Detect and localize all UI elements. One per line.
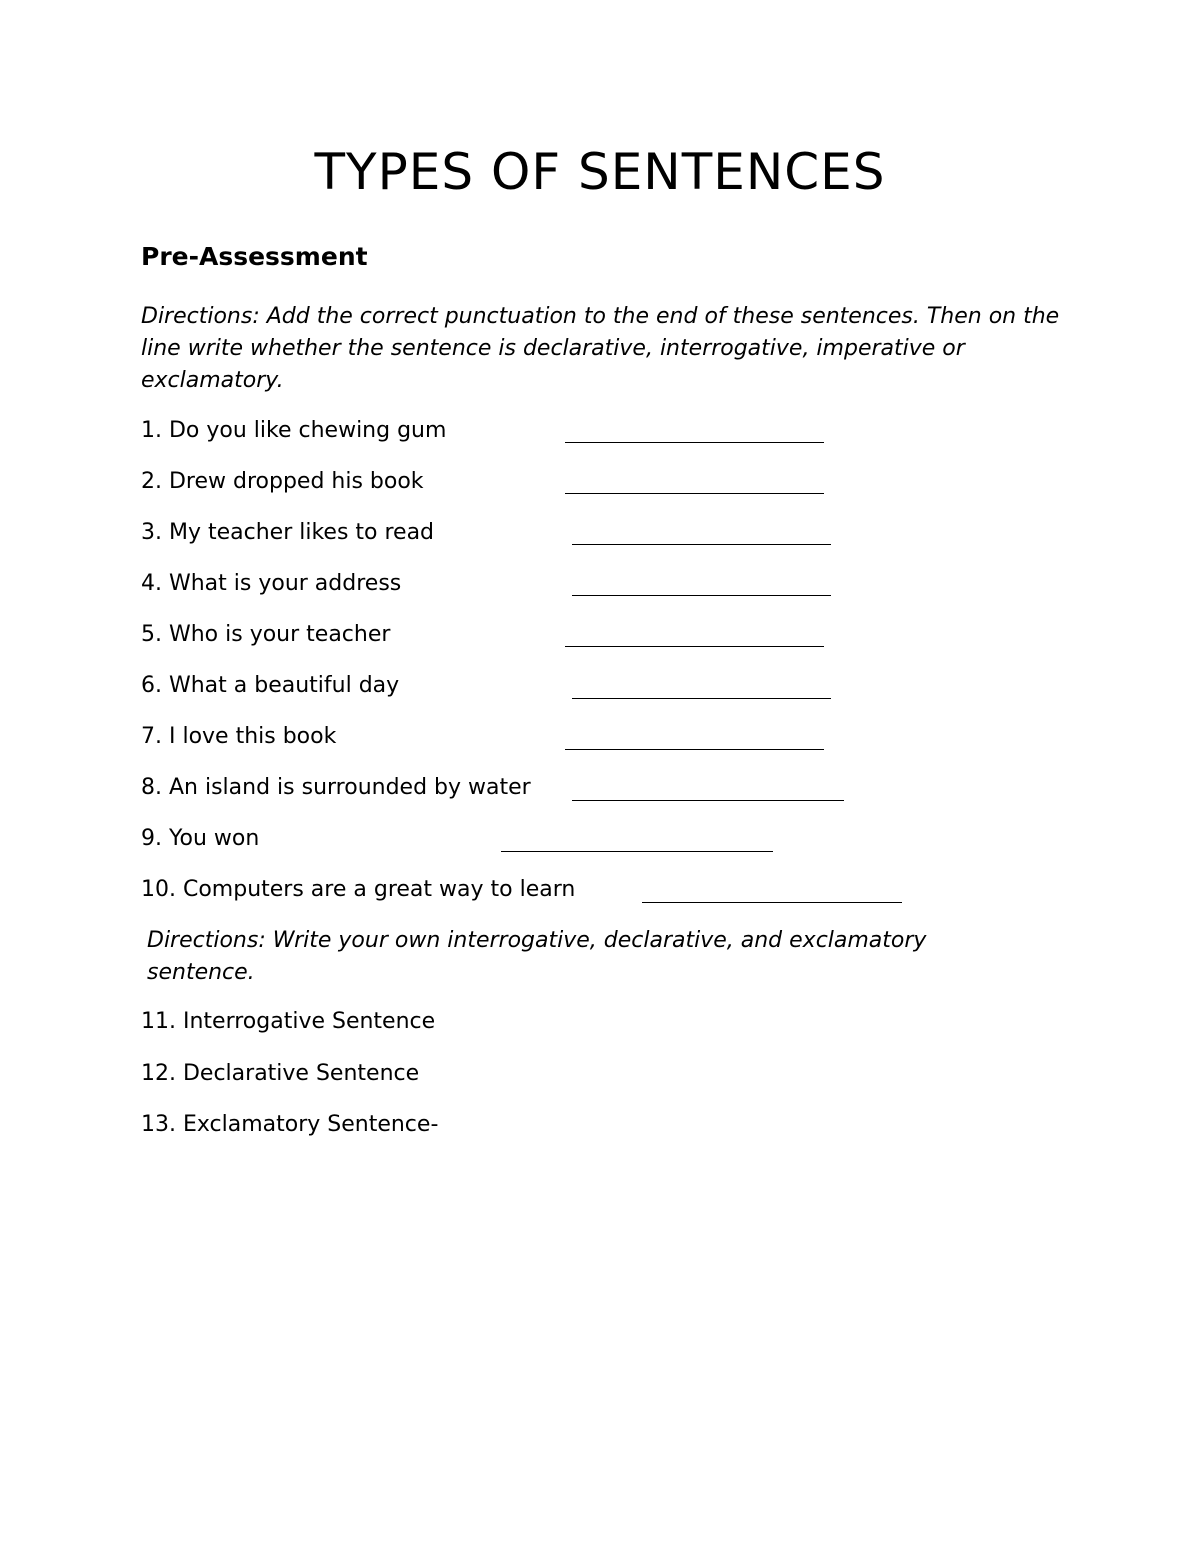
answer-line-6[interactable] [572,698,831,699]
writing-item-declarative: 12. Declarative Sentence [141,1061,420,1086]
question-item-8: 8. An island is surrounded by water [141,775,531,800]
question-item-9: 9. You won [141,826,260,851]
question-item-3: 3. My teacher likes to read [141,520,435,545]
section-subtitle: Pre-Assessment [141,242,368,271]
answer-line-1[interactable] [565,442,824,443]
answer-line-3[interactable] [572,544,831,545]
question-item-10: 10. Computers are a great way to learn [141,877,576,902]
answer-line-8[interactable] [572,800,844,801]
writing-item-interrogative: 11. Interrogative Sentence [141,1009,436,1034]
directions-punctuation: Directions: Add the correct punctuation to the end of these sentences. Then on the line write whether the sentence is declarative, interrogative, imperative or exclamatory. [141,304,1060,393]
answer-line-7[interactable] [565,749,824,750]
answer-line-10[interactable] [642,902,902,903]
answer-line-9[interactable] [501,851,773,852]
directions-writing: Directions: Write your own interrogative, declarative, and exclamatory sentence. [147,928,927,985]
question-item-4: 4. What is your address [141,571,402,596]
page-title: TYPES OF SENTENCES [314,143,886,201]
answer-line-2[interactable] [565,493,824,494]
question-item-1: 1. Do you like chewing gum [141,418,447,443]
writing-item-exclamatory: 13. Exclamatory Sentence- [141,1112,439,1137]
question-item-6: 6. What a beautiful day [141,673,400,698]
question-item-2: 2. Drew dropped his book [141,469,424,494]
question-item-7: 7. I love this book [141,724,337,749]
answer-line-4[interactable] [572,595,831,596]
answer-line-5[interactable] [565,646,824,647]
question-item-5: 5. Who is your teacher [141,622,391,647]
